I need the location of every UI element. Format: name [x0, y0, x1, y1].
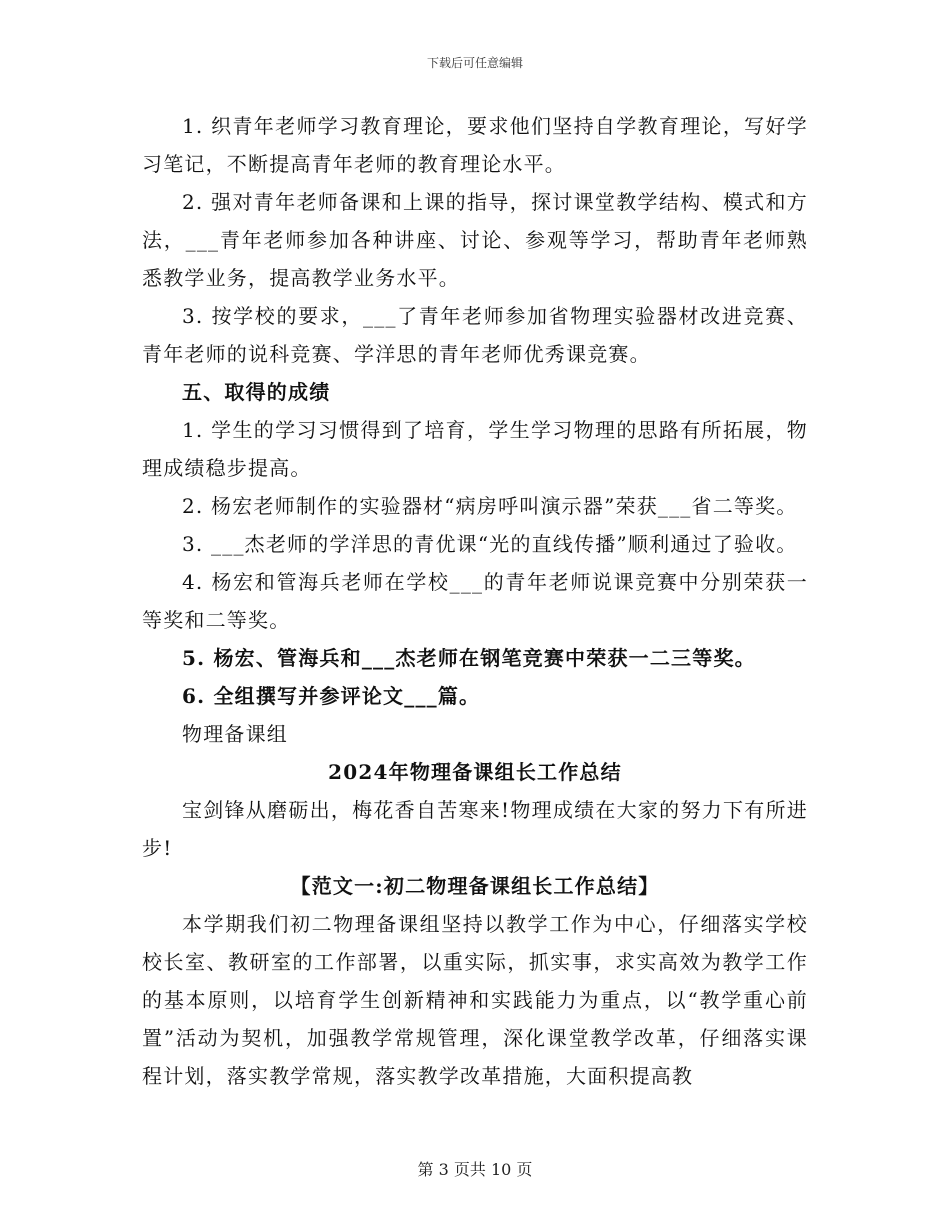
page-footer: 第 3 页共 10 页 — [417, 1160, 533, 1179]
page-header: 下载后可任意编辑 — [426, 56, 523, 70]
achievement-3: 3. ___杰老师的学洋思的青优课“光的直线传播”顺利通过了验收。 — [182, 532, 798, 556]
achievement-4: 4. 杨宏和管海兵老师在学校___的青年老师说课竞赛中分别荣获一等奖和二等奖。 — [142, 570, 808, 632]
achievement-1: 1. 学生的学习习惯得到了培育，学生学习物理的思路有所拓展，物理成绩稳步提高。 — [142, 418, 808, 480]
section-heading: 五、取得的成绩 — [182, 380, 331, 404]
sample-title: 【范文一:初二物理备课组长工作总结】 — [290, 874, 660, 898]
paragraph-3: 3. 按学校的要求，___了青年老师参加省物理实验器材改进竞赛、青年老师的说科竞赛、学洋思的青年老师优秀课竞赛。 — [142, 304, 808, 366]
achievement-5: 5. 杨宏、管海兵和___杰老师在钢笔竞赛中荣获一二三等奖。 — [182, 646, 756, 670]
paragraph-2: 2. 强对青年老师备课和上课的指导，探讨课堂教学结构、模式和方法，___青年老师参加各种讲座、讨论、参观等学习，帮助青年老师熟悉教学业务，提高教学业务水平。 — [142, 190, 808, 290]
achievement-6: 6. 全组撰写并参评论文___篇。 — [182, 684, 481, 708]
paragraph-1: 1. 织青年老师学习教育理论，要求他们坚持自学教育理论，写好学习笔记，不断提高青年老师的教育理论水平。 — [142, 114, 808, 176]
signature-group: 物理备课组 — [182, 722, 288, 746]
sample-paragraph: 本学期我们初二物理备课组坚持以教学工作为中心，仔细落实学校校长室、教研室的工作部署，以重实际，抓实事，求实高效为教学工作的基本原则，以培育学生创新精神和实践能力为重点，以“教学重心前置”活动为契机，加强教学常规管理，深化课堂教学改革，仔细落实课程计划，落实教学常规，落实教学改革措施，大面积提高教 — [142, 912, 808, 1088]
intro-paragraph: 宝剑锋从磨砺出，梅花香自苦寒来!物理成绩在大家的努力下有所进步! — [142, 798, 808, 860]
document-body — [142, 107, 808, 1095]
document-title: 2024年物理备课组长工作总结 — [328, 760, 622, 784]
achievement-2: 2. 杨宏老师制作的实验器材“病房呼叫演示器”荣获___省二等奖。 — [182, 494, 798, 518]
